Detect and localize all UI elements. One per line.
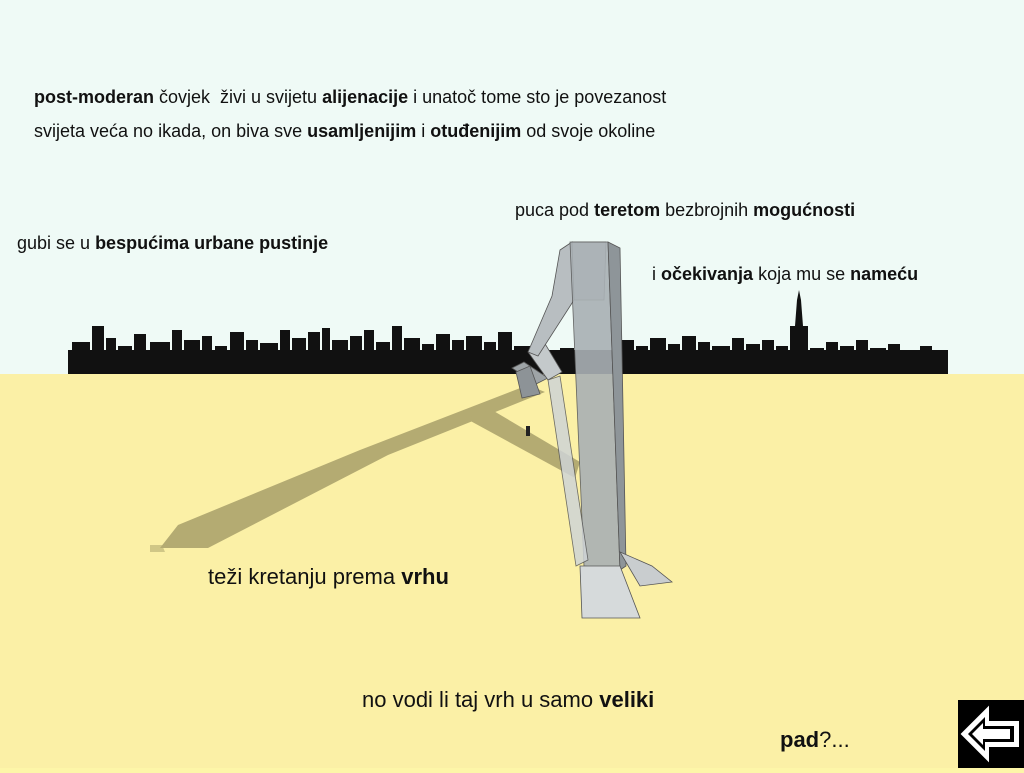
caption-fall-line-2 — [780, 727, 850, 753]
text-run: bezbrojnih — [660, 200, 754, 220]
text-run: od svoje okoline — [521, 121, 656, 141]
intro-line-2 — [34, 114, 666, 148]
tower-shadow — [150, 385, 580, 552]
tower-structure — [512, 242, 672, 618]
caption-burden — [515, 193, 855, 227]
emphasis-text: vrhu — [401, 564, 449, 589]
text-run: puca pod — [515, 200, 595, 220]
text-run: svijeta veća no ikada, on biva sve — [34, 121, 308, 141]
emphasis-text: post-moderan — [34, 87, 155, 107]
text-run: no vodi li taj vrh u samo — [362, 687, 600, 712]
emphasis-text: alijenacije — [322, 87, 409, 107]
caption-urban-desert — [17, 226, 328, 260]
text-run: čovjek živi u svijetu — [154, 87, 323, 107]
left-arrow-icon — [958, 700, 1024, 768]
intro-line-1 — [34, 80, 666, 114]
emphasis-text: otuđenijim — [430, 121, 522, 141]
emphasis-text: mogućnosti — [753, 200, 856, 220]
emphasis-text: nameću — [850, 264, 919, 284]
emphasis-text: usamljenijim — [307, 121, 417, 141]
intro-paragraph — [34, 80, 666, 148]
text-run: i — [416, 121, 431, 141]
back-button[interactable] — [958, 700, 1024, 768]
emphasis-text: veliki — [599, 687, 655, 712]
emphasis-text: pad — [780, 727, 820, 752]
emphasis-text: očekivanja — [661, 264, 754, 284]
emphasis-text: teretom — [594, 200, 661, 220]
text-run: i — [652, 264, 661, 284]
caption-fall-line-1 — [362, 687, 654, 713]
text-run: teži kretanju prema — [208, 564, 402, 589]
caption-toward-top — [208, 564, 449, 590]
text-run: gubi se u — [17, 233, 96, 253]
city-skyline — [68, 290, 948, 374]
emphasis-text: bespućima urbane pustinje — [95, 233, 329, 253]
text-run: koja mu se — [753, 264, 851, 284]
text-run: i unatoč tome sto je povezanost — [408, 87, 667, 107]
text-run: ?... — [819, 727, 850, 752]
caption-expectations — [652, 257, 918, 291]
